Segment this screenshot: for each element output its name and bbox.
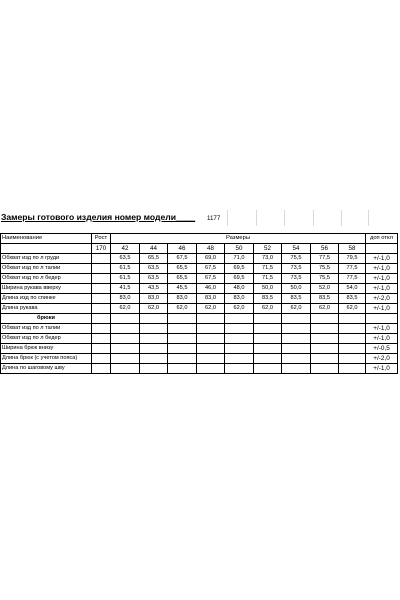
empty-cell [225, 314, 254, 324]
empty-cell [111, 314, 140, 324]
row-name: Длина изд по спинке [1, 294, 92, 304]
tolerance-cell: +/-1,0 [366, 264, 398, 274]
value-cell: 61,5 [111, 274, 140, 284]
section-trousers: брюки [1, 314, 92, 324]
tolerance-cell: +/-1,0 [366, 274, 398, 284]
grid-line [256, 210, 257, 226]
rost-value: 170 [92, 244, 111, 254]
value-cell: 67,5 [197, 274, 225, 284]
value-cell: 63,5 [140, 274, 168, 284]
value-cell: 46,0 [197, 284, 225, 294]
value-cell: 62,0 [339, 304, 366, 314]
value-cell: 65,5 [168, 274, 197, 284]
header-rost: Рост [92, 234, 111, 244]
value-cell: 62,0 [197, 304, 225, 314]
size-cell: 50 [225, 244, 254, 254]
table-row [1, 304, 398, 314]
value-cell: 62,0 [140, 304, 168, 314]
value-cell: 41,5 [111, 284, 140, 294]
table-row [1, 264, 398, 274]
empty-cell [92, 264, 111, 274]
row-name: Обхват изд по л бедер [1, 334, 92, 344]
empty-cell [140, 314, 168, 324]
value-cell: 83,0 [111, 294, 140, 304]
size-cell: 58 [339, 244, 366, 254]
value-cell: 71,0 [225, 254, 254, 264]
value-cell: 77,5 [339, 274, 366, 284]
sizes-row [1, 244, 398, 254]
value-cell: 65,5 [168, 264, 197, 274]
empty-cell [92, 274, 111, 284]
title-row [0, 210, 400, 226]
value-cell: 69,0 [197, 254, 225, 264]
tolerance-cell: +/-2,0 [366, 294, 398, 304]
value-cell: 77,5 [339, 264, 366, 274]
value-cell: 50,0 [254, 284, 282, 294]
value-cell: 62,0 [282, 304, 311, 314]
value-cell: 79,5 [339, 254, 366, 264]
row-name: Обхват изд по л груди [1, 254, 92, 264]
value-cell: 75,5 [311, 274, 339, 284]
empty-cell [254, 314, 282, 324]
size-cell: 48 [197, 244, 225, 254]
row-name: Обхват изд по л бедер [1, 274, 92, 284]
value-cell: 73,5 [282, 274, 311, 284]
row-name: Обхват изд по л талии [1, 264, 92, 274]
value-cell: 75,5 [282, 254, 311, 264]
empty-cell [197, 314, 225, 324]
size-cell: 54 [282, 244, 311, 254]
tolerance-cell: +/-1,0 [366, 304, 398, 314]
value-cell: 73,5 [282, 264, 311, 274]
value-cell: 69,5 [225, 264, 254, 274]
table-row [1, 284, 398, 294]
value-cell: 50,0 [282, 284, 311, 294]
measurements-table [0, 233, 398, 374]
value-cell: 83,0 [197, 294, 225, 304]
empty-cell [92, 294, 111, 304]
value-cell: 65,5 [140, 254, 168, 264]
empty-cell [282, 314, 311, 324]
value-cell: 62,0 [225, 304, 254, 314]
model-number: 1177 [207, 215, 221, 222]
tolerance-cell: +/-1,0 [366, 254, 398, 264]
value-cell: 54,0 [339, 284, 366, 294]
row-name: Ширина рукава вверху [1, 284, 92, 294]
empty-cell [92, 304, 111, 314]
size-cell: 44 [140, 244, 168, 254]
empty-cell [92, 254, 111, 264]
value-cell: 83,0 [140, 294, 168, 304]
value-cell: 61,5 [111, 264, 140, 274]
empty-cell [311, 314, 339, 324]
value-cell: 83,5 [254, 294, 282, 304]
header-tolerance: доп откл [366, 234, 398, 244]
value-cell: 43,5 [140, 284, 168, 294]
value-cell: 73,0 [254, 254, 282, 264]
value-cell: 62,0 [311, 304, 339, 314]
value-cell: 63,5 [140, 264, 168, 274]
empty-cell [168, 314, 197, 324]
table-row [1, 274, 398, 284]
tolerance-cell: +/-1,0 [366, 324, 398, 334]
empty-cell [339, 314, 366, 324]
value-cell: 48,0 [225, 284, 254, 294]
table-row [1, 254, 398, 264]
tolerance-cell: +/-1,0 [366, 334, 398, 344]
tolerance-cell: +/-2,0 [366, 354, 398, 364]
row-name: Длина по шаговому шву [1, 364, 92, 374]
table-row [1, 364, 398, 374]
row-name: Ширина брюк внизу [1, 344, 92, 354]
value-cell: 67,5 [197, 264, 225, 274]
table-row [1, 334, 398, 344]
grid-line [341, 210, 342, 226]
empty-cell [366, 314, 398, 324]
value-cell: 83,5 [339, 294, 366, 304]
tolerance-cell: +/-1,0 [366, 364, 398, 374]
row-name: Обхват изд по л талии [1, 324, 92, 334]
section-row [1, 314, 398, 324]
size-cell: 42 [111, 244, 140, 254]
header-sizes: Размеры [111, 234, 366, 244]
row-name: Длина брюк (с учетом пояса) [1, 354, 92, 364]
table-row [1, 344, 398, 354]
empty-cell [366, 244, 398, 254]
size-cell: 56 [311, 244, 339, 254]
table-row [1, 354, 398, 364]
grid-line [227, 210, 228, 226]
header-name: Наименование [1, 234, 92, 244]
table-row [1, 324, 398, 334]
tolerance-cell: +/-0,5 [366, 344, 398, 354]
value-cell: 63,5 [111, 254, 140, 264]
empty-cell [1, 244, 92, 254]
value-cell: 75,5 [311, 264, 339, 274]
tolerance-cell: +/-1,0 [366, 284, 398, 294]
table-row [1, 294, 398, 304]
value-cell: 71,5 [254, 264, 282, 274]
value-cell: 77,5 [311, 254, 339, 264]
value-cell: 62,0 [254, 304, 282, 314]
value-cell: 83,5 [311, 294, 339, 304]
grid-line [368, 210, 369, 226]
header-row [1, 234, 398, 244]
value-cell: 45,5 [168, 284, 197, 294]
value-cell: 69,5 [225, 274, 254, 284]
value-cell: 62,0 [168, 304, 197, 314]
value-cell: 67,5 [168, 254, 197, 264]
grid-line [313, 210, 314, 226]
value-cell: 83,0 [168, 294, 197, 304]
row-name: Длина рукава [1, 304, 92, 314]
value-cell: 83,0 [225, 294, 254, 304]
size-cell: 46 [168, 244, 197, 254]
empty-cell [92, 284, 111, 294]
empty-cell [92, 314, 111, 324]
sheet-title: Замеры готового изделия номер модели____ [1, 212, 196, 222]
value-cell: 52,0 [311, 284, 339, 294]
size-cell: 52 [254, 244, 282, 254]
value-cell: 62,0 [111, 304, 140, 314]
value-cell: 71,5 [254, 274, 282, 284]
grid-line [284, 210, 285, 226]
value-cell: 83,5 [282, 294, 311, 304]
